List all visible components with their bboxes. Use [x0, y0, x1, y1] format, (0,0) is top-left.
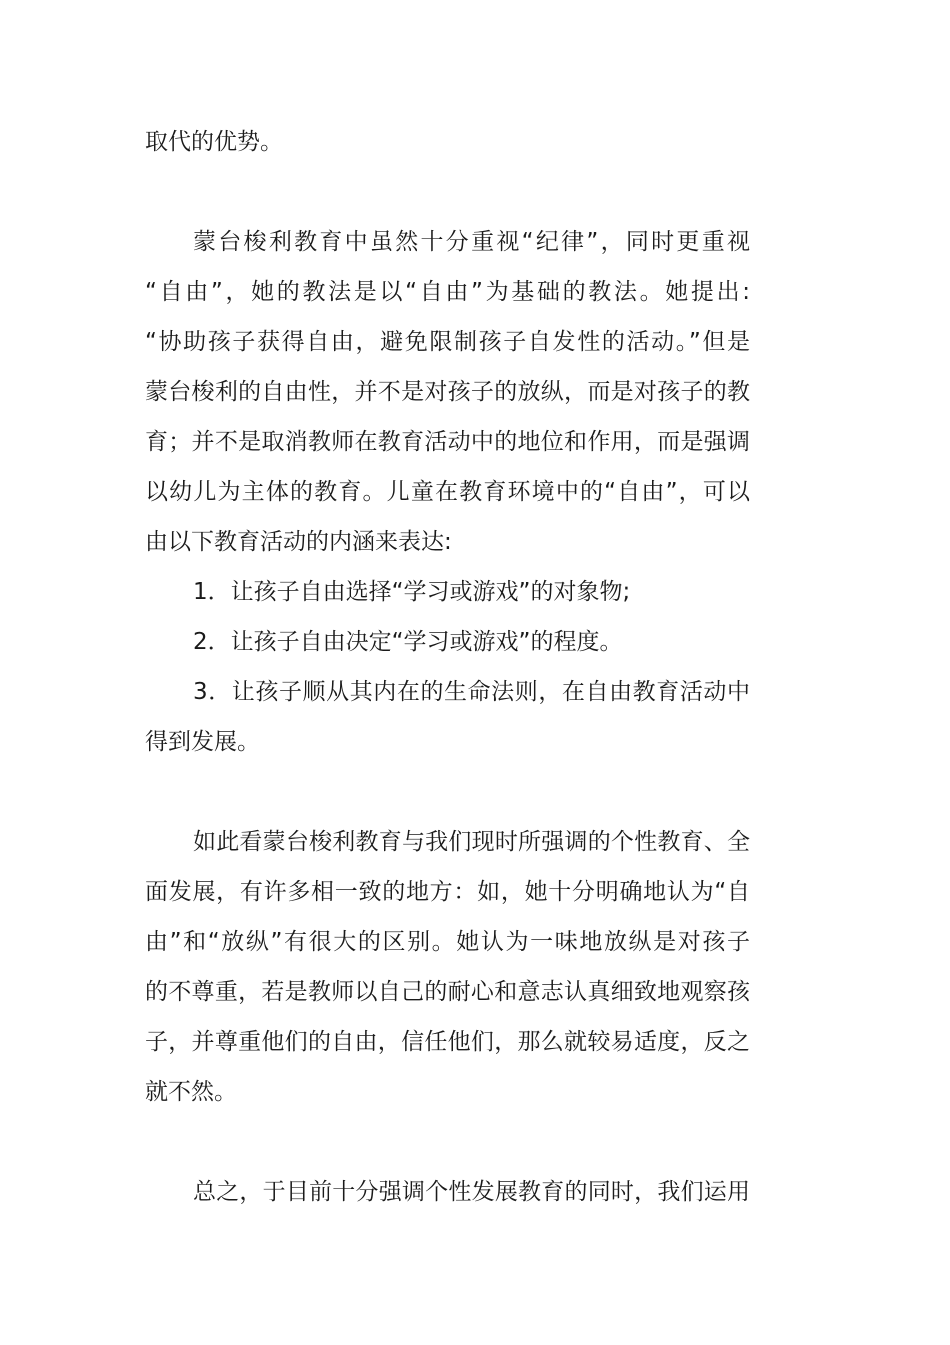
list-item: 3．让孩子顺从其内在的生命法则，在自由教育活动中	[193, 679, 750, 705]
paragraph-line: 面发展，有许多相一致的地方：如，她十分明确地认为“自	[145, 879, 750, 905]
paragraph-line: 由以下教育活动的内涵来表达:	[145, 529, 452, 555]
paragraph-line: 蒙台梭利的自由性，并不是对孩子的放纵，而是对孩子的教	[145, 379, 750, 405]
paragraph-line: 以幼儿为主体的教育。儿童在教育环境中的“自由”，可以	[145, 479, 750, 505]
list-item: 1．让孩子自由选择“学习或游戏”的对象物;	[193, 579, 631, 605]
paragraph-line: 总之，于目前十分强调个性发展教育的同时，我们运用	[193, 1179, 750, 1205]
paragraph-line: 如此看蒙台梭利教育与我们现时所强调的个性教育、全	[193, 829, 750, 855]
paragraph-line: 育；并不是取消教师在教育活动中的地位和作用，而是强调	[145, 429, 750, 455]
paragraph-line: 子，并尊重他们的自由，信任他们，那么就较易适度，反之	[145, 1029, 750, 1055]
paragraph-line: 由”和“放纵”有很大的区别。她认为一味地放纵是对孩子	[145, 929, 750, 955]
paragraph-line: 蒙台梭利教育中虽然十分重视“纪律”，同时更重视	[193, 229, 750, 255]
paragraph-line: “协助孩子获得自由，避免限制孩子自发性的活动。”但是	[145, 329, 750, 355]
paragraph-line: 的不尊重，若是教师以自己的耐心和意志认真细致地观察孩	[145, 979, 750, 1005]
paragraph-line: 就不然。	[145, 1079, 237, 1105]
list-item-continuation: 得到发展。	[145, 729, 260, 755]
paragraph-line: 取代的优势。	[145, 129, 283, 155]
paragraph-line: “自由”，她的教法是以“自由”为基础的教法。她提出:	[145, 279, 750, 305]
list-item: 2．让孩子自由决定“学习或游戏”的程度。	[193, 629, 623, 655]
